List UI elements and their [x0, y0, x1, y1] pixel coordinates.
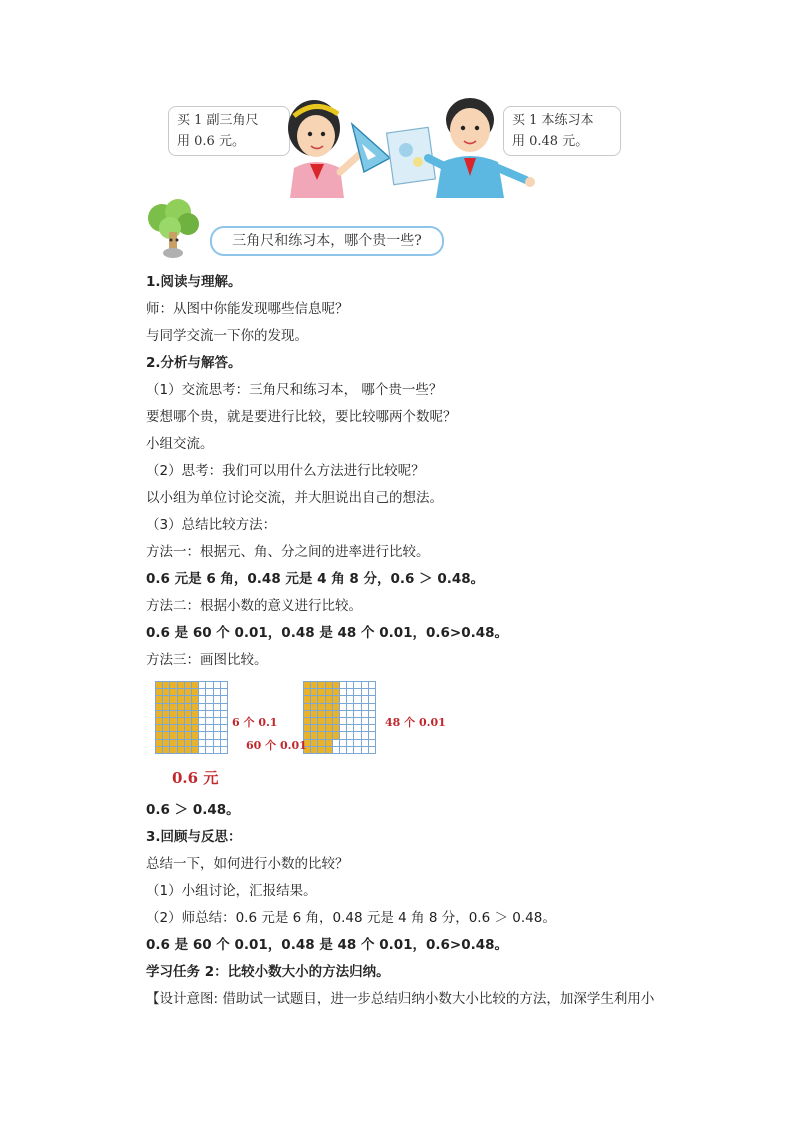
grid-cell-filled [326, 718, 333, 725]
grid-cell [354, 682, 361, 689]
grid-cell-filled [311, 747, 318, 754]
grid-cell [206, 747, 213, 754]
grid-cell-filled [304, 696, 311, 703]
grid-cell-filled [333, 718, 340, 725]
grid-cell [354, 725, 361, 732]
text-line: 要想哪个贵，就是要进行比较，要比较哪两个数呢？ [146, 409, 457, 425]
grid-cell-filled [318, 704, 325, 711]
grid-cell-filled [318, 718, 325, 725]
grid-cell-filled [311, 725, 318, 732]
grid-cell [347, 725, 354, 732]
boy-bubble-line2: 用 0.48 元。 [512, 134, 589, 149]
girl-bubble-line2: 用 0.6 元。 [177, 134, 245, 149]
grid-cell-filled [333, 696, 340, 703]
grid-cell [214, 740, 221, 747]
grid-cell-filled [178, 682, 185, 689]
grid-cell-filled [326, 747, 333, 754]
grid-cell-filled [192, 696, 199, 703]
grid-cell-filled [178, 732, 185, 739]
text-line: （2）师总结：0.6 元是 6 角，0.48 元是 4 角 8 分，0.6 ＞ 0.48。 [146, 910, 556, 926]
section-2-heading: 2.分析与解答。 [146, 355, 242, 371]
grid-cell [221, 732, 228, 739]
grid-cell-filled [333, 711, 340, 718]
grid-cell [221, 704, 228, 711]
girl-bubble-line1: 买 1 副三角尺 [177, 113, 259, 128]
text-line: 总结一下，如何进行小数的比较？ [146, 856, 349, 872]
grid-cell-filled [170, 696, 177, 703]
text-line: 方法一：根据元、角、分之间的进率进行比较。 [146, 544, 430, 560]
grid-cell [362, 689, 369, 696]
grid-cell-filled [156, 711, 163, 718]
grid-cell [347, 732, 354, 739]
grid-cell [362, 682, 369, 689]
grid-cell-filled [156, 704, 163, 711]
grid-cell [333, 747, 340, 754]
grid-cell-filled [156, 689, 163, 696]
grid-cell-filled [192, 732, 199, 739]
text-line: 0.6 元是 6 角，0.48 元是 4 角 8 分，0.6 ＞ 0.48。 [146, 571, 485, 587]
grid-cell-filled [326, 725, 333, 732]
grid-cell [221, 711, 228, 718]
grid-cell-filled [326, 696, 333, 703]
grid-cell [347, 704, 354, 711]
grid-cell [347, 718, 354, 725]
grid-cell [369, 682, 376, 689]
grid-cell [206, 718, 213, 725]
grid-cell-filled [311, 732, 318, 739]
grid-cell [206, 696, 213, 703]
grid-cell-filled [156, 696, 163, 703]
grid-cell [199, 725, 206, 732]
grid-cell-filled [185, 689, 192, 696]
children-illustration [280, 94, 540, 200]
grid-cell [221, 689, 228, 696]
grid-cell [199, 696, 206, 703]
grid-cell [354, 732, 361, 739]
grid-cell [362, 725, 369, 732]
text-line: 方法二：根据小数的意义进行比较。 [146, 598, 362, 614]
hundred-grid-left [155, 681, 228, 754]
grid-cell-filled [156, 682, 163, 689]
grid-cell [214, 682, 221, 689]
text-line: 0.6 是 60 个 0.01，0.48 是 48 个 0.01，0.6>0.48。 [146, 937, 509, 953]
grid-cell [369, 740, 376, 747]
grid-cell [354, 747, 361, 754]
grid-cell [354, 740, 361, 747]
label-right-hundredths: 48 个 0.01 [385, 716, 446, 729]
grid-cell [221, 725, 228, 732]
grid-cell [340, 689, 347, 696]
triangle-ruler-icon [352, 124, 390, 172]
grid-cell-filled [178, 704, 185, 711]
grid-cell [362, 711, 369, 718]
grid-cell [214, 725, 221, 732]
grid-cell [354, 711, 361, 718]
grid-cell-filled [185, 718, 192, 725]
grid-cell-filled [311, 689, 318, 696]
grid-cell [347, 740, 354, 747]
grid-cell-filled [333, 682, 340, 689]
grid-cell [347, 682, 354, 689]
grid-cell [199, 704, 206, 711]
grid-cell-filled [185, 732, 192, 739]
grid-cell-filled [333, 689, 340, 696]
grid-cell [340, 747, 347, 754]
grid-cell [362, 732, 369, 739]
girl-figure-icon [288, 100, 360, 198]
grid-cell-filled [156, 718, 163, 725]
grid-cell-filled [311, 696, 318, 703]
grid-cell [214, 696, 221, 703]
grid-cell [214, 732, 221, 739]
grid-cell-filled [170, 725, 177, 732]
grid-cell-filled [311, 704, 318, 711]
text-line: 方法三：画图比较。 [146, 652, 268, 668]
grid-cell [333, 740, 340, 747]
grid-cell [206, 711, 213, 718]
grid-cell [340, 704, 347, 711]
grid-cell-filled [311, 682, 318, 689]
hundred-grid-right [303, 681, 376, 754]
grid-cell [347, 747, 354, 754]
grid-cell [362, 704, 369, 711]
grid-cell-filled [170, 689, 177, 696]
question-bubble: 三角尺和练习本，哪个贵一些? [210, 226, 444, 256]
grid-cell-filled [170, 747, 177, 754]
grid-cell [362, 696, 369, 703]
grid-cell [340, 682, 347, 689]
text-line: 0.6 ＞ 0.48。 [146, 802, 240, 818]
girl-speech-bubble [168, 106, 290, 156]
grid-cell [369, 732, 376, 739]
grid-cell [369, 711, 376, 718]
grid-cell [221, 718, 228, 725]
grid-cell-filled [192, 718, 199, 725]
grid-cell-filled [192, 704, 199, 711]
grid-cell-filled [304, 711, 311, 718]
grid-cell [199, 747, 206, 754]
grid-cell [199, 689, 206, 696]
grid-cell [347, 689, 354, 696]
text-line: 与同学交流一下你的发现。 [146, 328, 308, 344]
grid-cell [369, 725, 376, 732]
grid-cell [214, 689, 221, 696]
grid-cell-filled [318, 740, 325, 747]
grid-cell-filled [163, 725, 170, 732]
grid-cell-filled [318, 725, 325, 732]
section-3-heading: 3.回顾与反思： [146, 829, 242, 845]
grid-cell-filled [333, 732, 340, 739]
grid-cell [369, 718, 376, 725]
grid-cell-filled [192, 725, 199, 732]
grid-cell [206, 732, 213, 739]
grid-cell-filled [178, 718, 185, 725]
grid-cell [347, 696, 354, 703]
grid-cell-filled [156, 740, 163, 747]
grid-cell [369, 696, 376, 703]
grid-cell [221, 682, 228, 689]
grid-cell-filled [178, 711, 185, 718]
boy-figure-icon [428, 98, 535, 198]
grid-cell-filled [178, 696, 185, 703]
grid-cell-filled [326, 711, 333, 718]
grid-cell-filled [178, 740, 185, 747]
grid-cell-filled [156, 732, 163, 739]
grid-cell-filled [163, 718, 170, 725]
grid-cell [214, 747, 221, 754]
grid-cell [354, 689, 361, 696]
grid-cell-filled [178, 747, 185, 754]
text-line: （1）小组讨论，汇报结果。 [146, 883, 317, 899]
grid-cell [354, 718, 361, 725]
grid-cell-filled [192, 689, 199, 696]
text-line: 以小组为单位讨论交流，并大胆说出自己的想法。 [146, 490, 443, 506]
boy-bubble-line1: 买 1 本练习本 [512, 113, 594, 128]
grid-cell [199, 740, 206, 747]
text-line: （2）思考：我们可以用什么方法进行比较呢？ [146, 463, 425, 479]
grid-cell [340, 711, 347, 718]
grid-cell-filled [163, 711, 170, 718]
grid-cell-filled [185, 682, 192, 689]
grid-cell [214, 718, 221, 725]
grid-cell-filled [326, 704, 333, 711]
grid-cell [362, 740, 369, 747]
grid-cell-filled [318, 696, 325, 703]
grid-cell [362, 718, 369, 725]
grid-cell-filled [304, 725, 311, 732]
grid-cell-filled [304, 682, 311, 689]
grid-cell-filled [185, 704, 192, 711]
grid-cell [340, 725, 347, 732]
grid-cell [214, 704, 221, 711]
grid-cell-filled [170, 740, 177, 747]
grid-cell-filled [326, 740, 333, 747]
grid-cell-filled [326, 689, 333, 696]
grid-cell-filled [333, 704, 340, 711]
grid-cell-filled [178, 689, 185, 696]
grid-cell-filled [163, 732, 170, 739]
grid-cell-filled [163, 747, 170, 754]
grid-cell [340, 732, 347, 739]
label-tenths: 6 个 0.1 [232, 716, 278, 729]
grid-cell-filled [185, 696, 192, 703]
grid-cell [354, 696, 361, 703]
grid-cell [199, 711, 206, 718]
grid-cell-filled [163, 740, 170, 747]
grid-cell-filled [311, 718, 318, 725]
tree-mascot-icon [142, 198, 206, 260]
grid-cell [340, 696, 347, 703]
grid-cell-filled [192, 711, 199, 718]
text-line: 师：从图中你能发现哪些信息呢？ [146, 301, 349, 317]
label-hundredths: 60 个 0.01 [246, 739, 307, 752]
grid-cell-filled [170, 711, 177, 718]
grid-cell-filled [163, 682, 170, 689]
grid-cell [199, 718, 206, 725]
grid-cell-filled [192, 682, 199, 689]
grid-cell-filled [318, 682, 325, 689]
text-line: 小组交流。 [146, 436, 214, 452]
section-1-heading: 1.阅读与理解。 [146, 274, 242, 290]
grid-cell-filled [333, 725, 340, 732]
grid-cell-filled [318, 711, 325, 718]
diagram-caption: 0.6 元 [172, 769, 219, 787]
grid-cell [369, 704, 376, 711]
grid-cell [340, 740, 347, 747]
grid-cell-filled [170, 704, 177, 711]
grid-cell-filled [304, 718, 311, 725]
text-line: （3）总结比较方法： [146, 517, 277, 533]
grid-cell-filled [304, 689, 311, 696]
grid-cell-filled [326, 732, 333, 739]
grid-cell-filled [326, 682, 333, 689]
grid-cell [206, 725, 213, 732]
grid-cell-filled [304, 704, 311, 711]
grid-cell-filled [185, 740, 192, 747]
grid-cell-filled [185, 725, 192, 732]
grid-cell [206, 704, 213, 711]
grid-cell [369, 747, 376, 754]
grid-cell-filled [318, 689, 325, 696]
grid-cell [362, 747, 369, 754]
grid-cell-filled [318, 732, 325, 739]
grid-cell-filled [311, 740, 318, 747]
grid-cell [347, 711, 354, 718]
grid-cell [214, 711, 221, 718]
grid-cell-filled [170, 682, 177, 689]
grid-cell-filled [163, 696, 170, 703]
grid-cell [221, 696, 228, 703]
grid-cell-filled [170, 718, 177, 725]
grid-cell [340, 718, 347, 725]
grid-cell [199, 732, 206, 739]
grid-cell-filled [156, 747, 163, 754]
text-line: 0.6 是 60 个 0.01，0.48 是 48 个 0.01，0.6>0.48。 [146, 625, 509, 641]
grid-cell [354, 704, 361, 711]
grid-cell-filled [170, 732, 177, 739]
grid-cell [221, 740, 228, 747]
grid-cell-filled [318, 747, 325, 754]
grid-cell-filled [156, 725, 163, 732]
grid-cell [206, 740, 213, 747]
grid-cell [199, 682, 206, 689]
task-2-heading: 学习任务 2：比较小数大小的方法归纳。 [146, 964, 390, 980]
grid-cell-filled [163, 689, 170, 696]
grid-cell-filled [178, 725, 185, 732]
grid-cell [206, 682, 213, 689]
grid-cell-filled [192, 747, 199, 754]
grid-cell-filled [311, 711, 318, 718]
text-line: （1）交流思考：三角尺和练习本， 哪个贵一些？ [146, 382, 443, 398]
grid-cell-filled [185, 711, 192, 718]
grid-cell-filled [185, 747, 192, 754]
grid-cell-filled [192, 740, 199, 747]
grid-cell-filled [163, 704, 170, 711]
grid-cell [369, 689, 376, 696]
design-intent-text: 【设计意图: 借助试一试题目，进一步总结归纳小数大小比较的方法，加深学生利用小 [146, 991, 655, 1007]
grid-cell [206, 689, 213, 696]
grid-cell [221, 747, 228, 754]
